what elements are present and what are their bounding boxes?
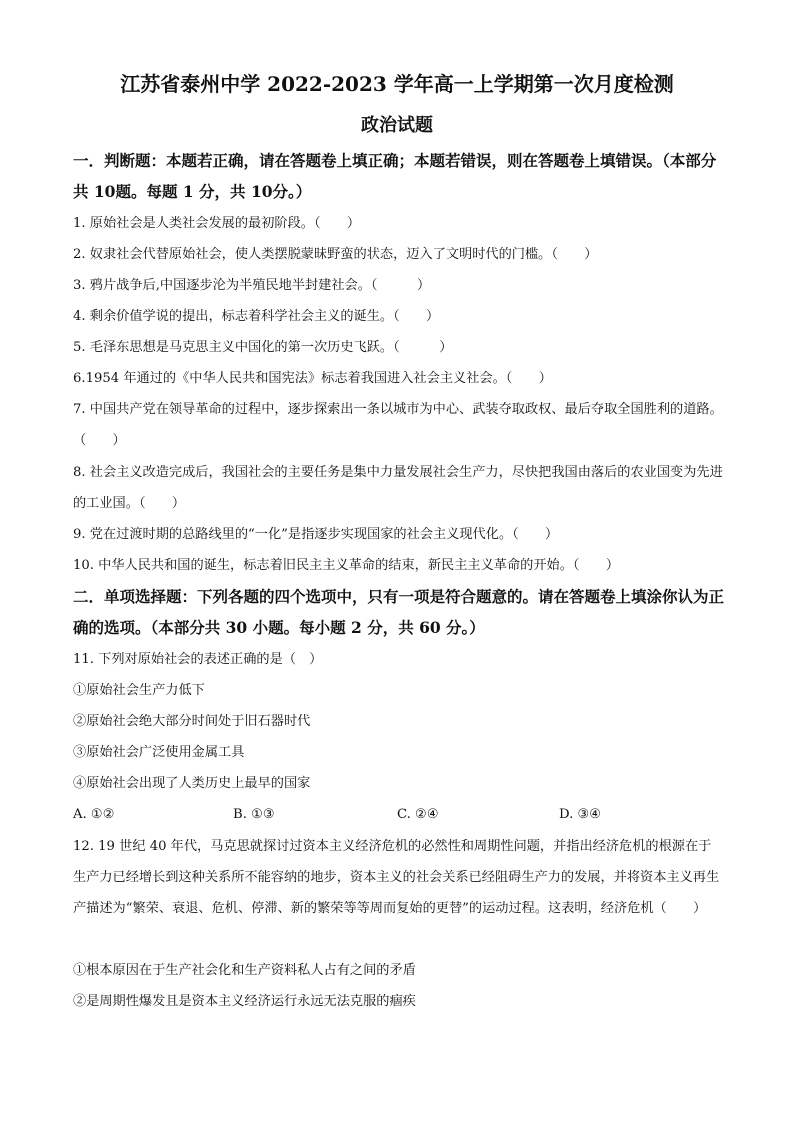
question-11-stem: 11. 下列对原始社会的表述正确的是（ ）: [73, 652, 323, 667]
option-c: C. ②④: [397, 807, 439, 822]
option-a: A. ①②: [73, 807, 115, 822]
question-11-item-1: ①原始社会生产力低下: [73, 683, 205, 698]
question-9: 9. 党在过渡时期的总路线里的“一化”是指逐步实现国家的社会主义现代化。（ ）: [73, 527, 559, 542]
question-12-item-1: ①根本原因在于生产社会化和生产资料私人占有之间的矛盾: [73, 963, 416, 978]
question-12-item-2: ②是周期性爆发且是资本主义经济运行永远无法克服的痼疾: [73, 994, 416, 1009]
question-7: 7. 中国共产党在领导革命的过程中，逐步探索出一条以城市为中心、武装夺取政权、最后夺取全国胜利的道路。（ ）: [73, 402, 723, 448]
option-b: B. ①③: [233, 807, 275, 822]
question-2: 2. 奴隶社会代替原始社会，使人类摆脱蒙昧野蛮的状态，迈入了文明时代的门槛。（ ）: [73, 247, 598, 262]
option-d: D. ③④: [559, 807, 602, 822]
question-8: 8. 社会主义改造完成后，我国社会的主要任务是集中力量发展社会生产力，尽快把我国由落后的农业国变为先进的工业国。（ ）: [73, 465, 723, 511]
exam-subtitle: 政治试题: [361, 115, 433, 136]
question-11-item-4: ④原始社会出现了人类历史上最早的国家: [73, 776, 311, 791]
question-6: 6.1954 年通过的《中华人民共和国宪法》标志着我国进入社会主义社会。（ ）: [73, 371, 552, 386]
exam-title: 江苏省泰州中学 2022-2023 学年高一上学期第一次月度检测: [120, 72, 674, 96]
question-5: 5. 毛泽东思想是马克思主义中国化的第一次历史飞跃。（ ）: [73, 340, 453, 355]
question-3: 3. 鸦片战争后,中国逐步沦为半殖民地半封建社会。（ ）: [73, 278, 431, 293]
question-11-item-3: ③原始社会广泛使用金属工具: [73, 745, 245, 760]
question-10: 10. 中华人民共和国的诞生，标志着旧民主主义革命的结束，新民主主义革命的开始。（ ）: [73, 558, 620, 573]
question-12-stem: 12. 19 世纪 40 年代，马克思就探讨过资本主义经济危机的必然性和周期性问题，并指出经济危机的根源在于生产力已经增长到这种关系所不能容纳的地步，资本主义的社会关系已经阻碍生产力的发展，并将资本主义再生产描述为“繁荣、衰退、危机、停滞、新的繁荣等等周而复始的更替”的运动过程。这表明，经济危机（ ）: [73, 839, 720, 916]
question-11-options: [73, 799, 724, 830]
question-4: 4. 剩余价值学说的提出，标志着科学社会主义的诞生。（ ）: [73, 309, 440, 324]
question-1: 1. 原始社会是人类社会发展的最初阶段。（ ）: [73, 216, 361, 231]
question-11-item-2: ②原始社会绝大部分时间处于旧石器时代: [73, 714, 311, 729]
section-heading-single-choice: 二．单项选择题：下列各题的四个选项中，只有一项是符合题意的。请在答题卷上填涂你认为正确的选项。（本部分共 30 小题。每小题 2 分，共 60 分。）: [73, 587, 725, 637]
section-heading-judgment: 一．判断题：本题若正确，请在答题卷上填正确；本题若错误，则在答题卷上填错误。（本部分共 10题。每题 1 分，共 10分。）: [73, 151, 717, 201]
